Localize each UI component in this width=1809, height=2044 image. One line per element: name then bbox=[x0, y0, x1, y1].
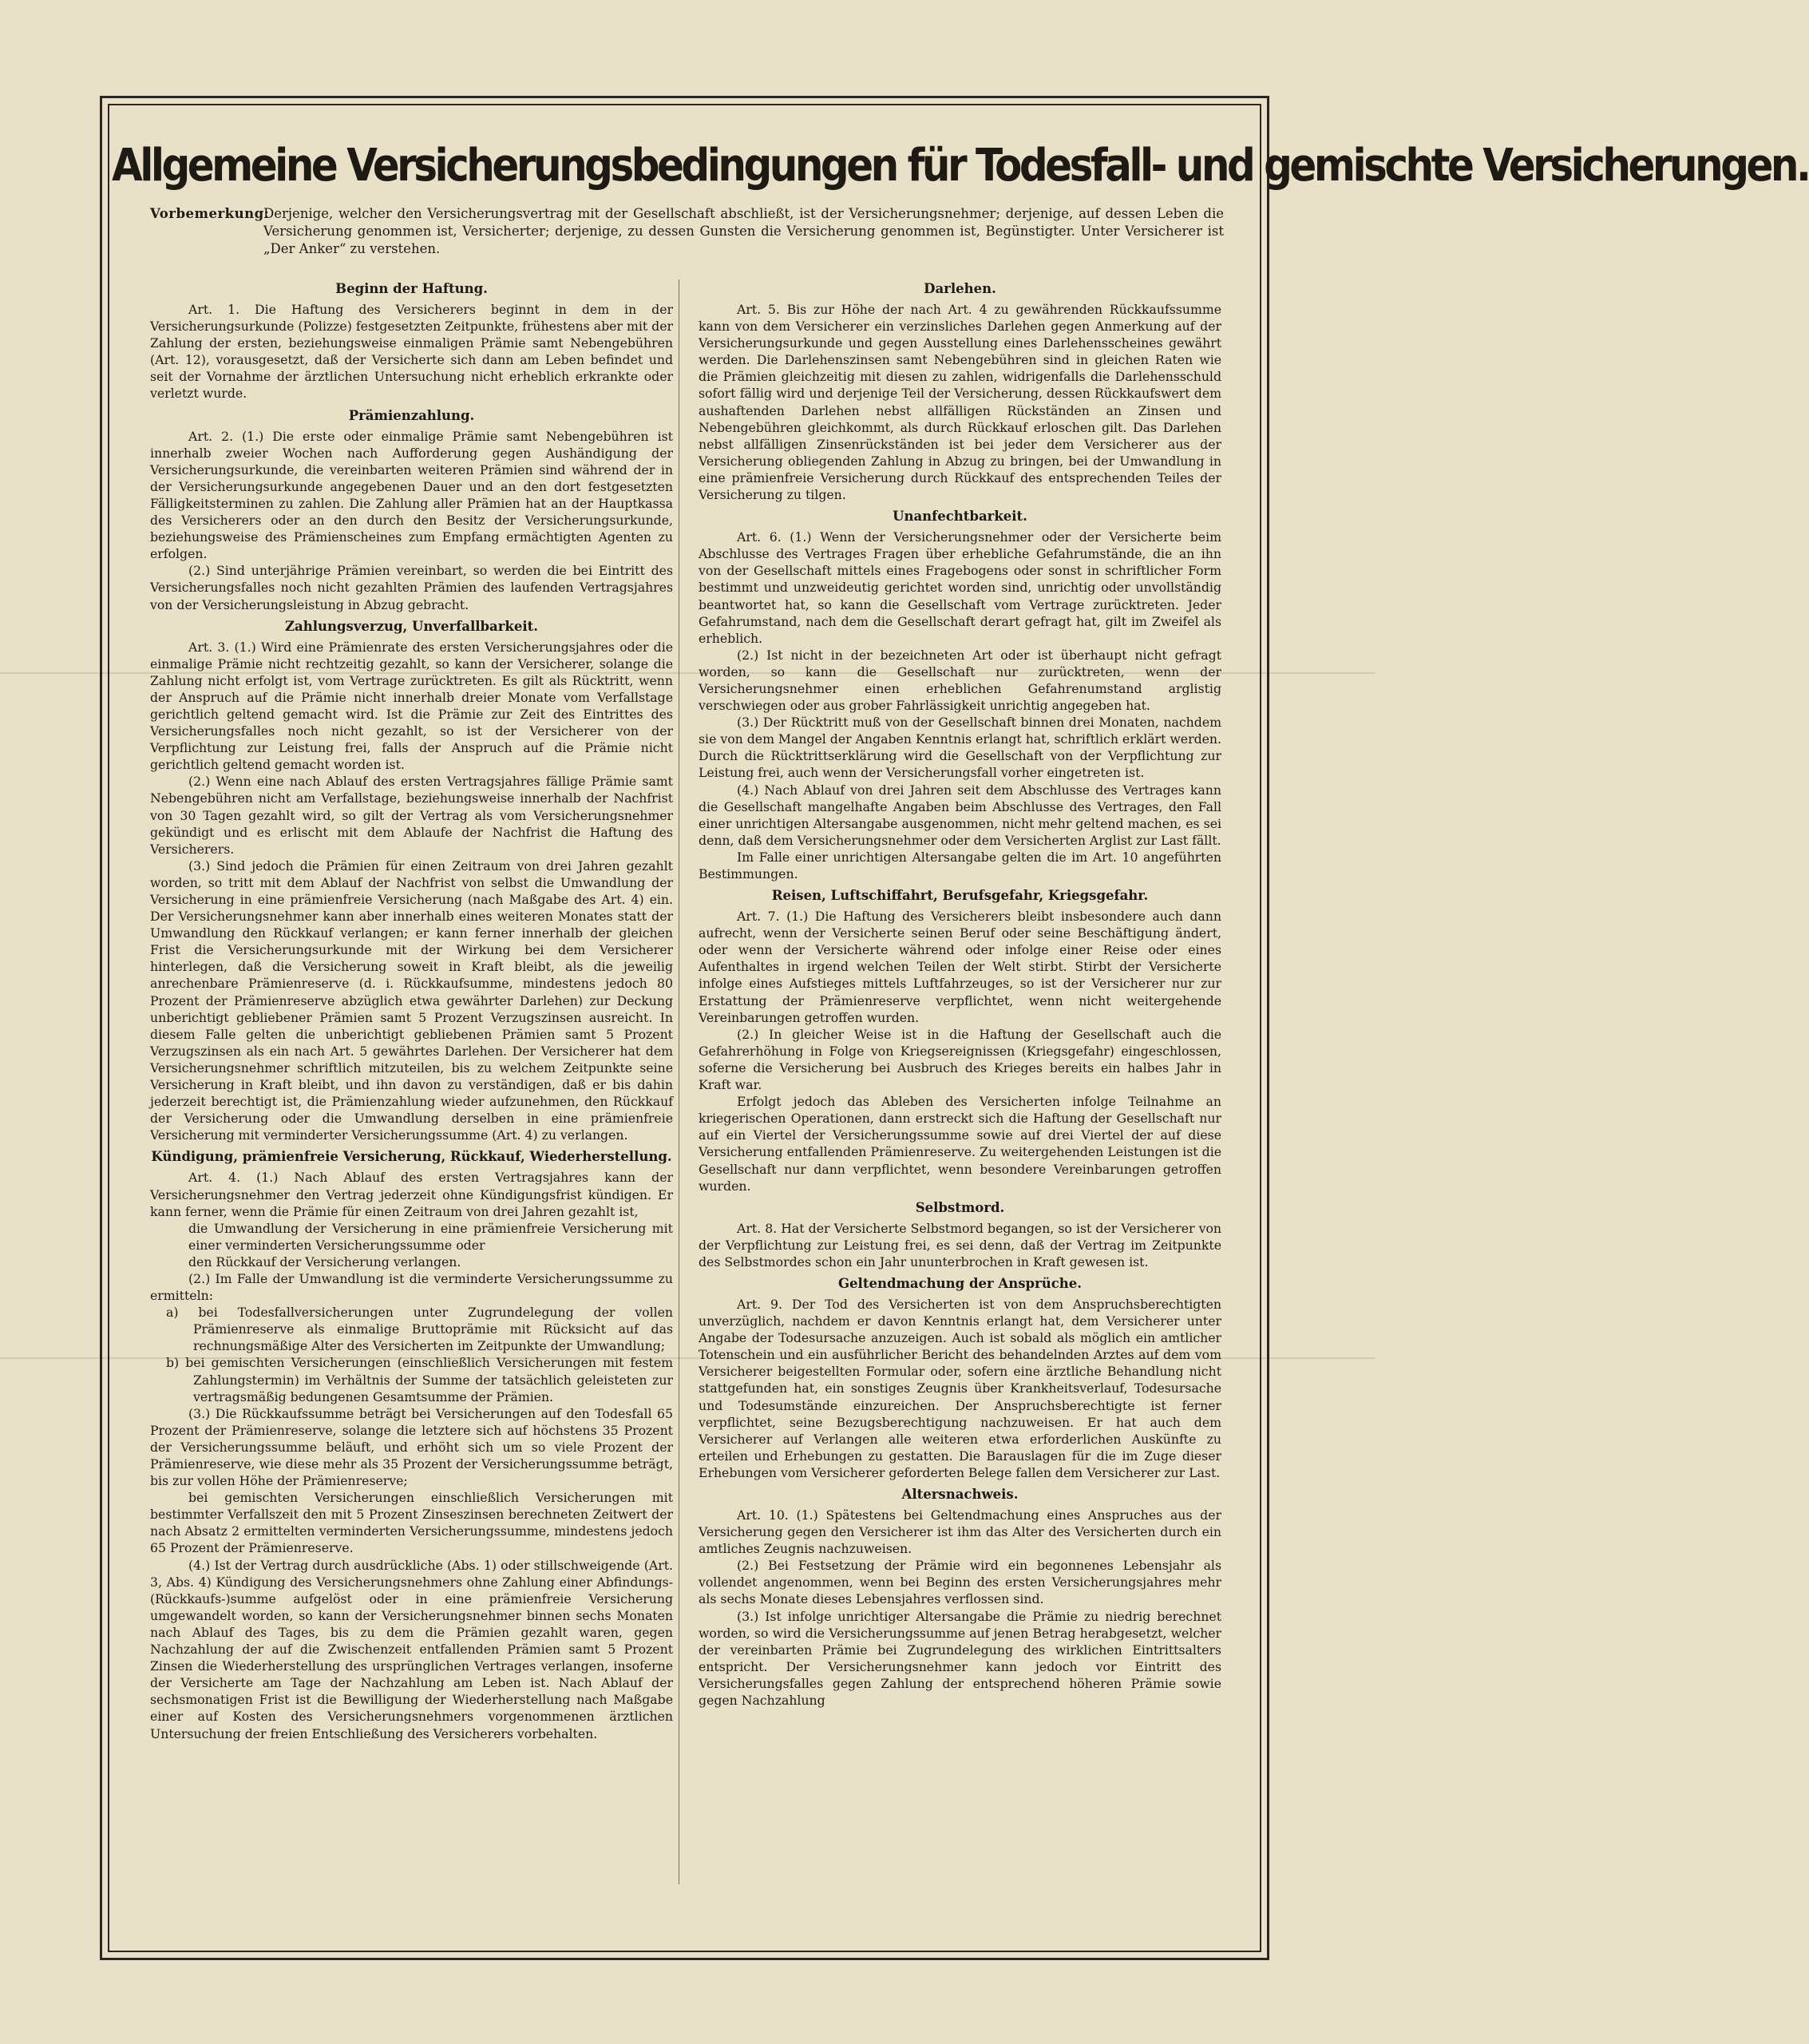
preliminary-note-text: Derjenige, welcher den Versicherungsvertrag mit der Gesellschaft abschließt, ist der Versicherungsnehmer; derjenige, auf dessen Leben die Versicherung genommen ist, Versicherter; derjenige, zu dessen Gunsten die Versicherung genommen ist, Begünstigter. Unter Versicherer ist „Der Anker“ zu verstehen. bbox=[263, 206, 1224, 256]
article-paragraph: Art. 9. Der Tod des Versicherten ist von dem Anspruchsberechtigten unverzüglich, nachdem er davon Kenntnis erlangt hat, dem Versicherer unter Angabe der Todesursache anzuzeigen. Auch ist sobald als möglich ein amtlicher Totenschein und ein ausführlicher Bericht des behandelnden Arztes auf dem vom Versicherer beigestellten Formular oder, sofern eine ärztliche Behandlung nicht stattgefunden hat, ein sonstiges Zeugnis über Krankheitsverlauf, Todesursache und Todesumstände einzureichen. Der Anspruchsberechtigte ist ferner verpflichtet, seine Bezugsberechtigung nachzuweisen. Er hat auch dem Versicherer auf Verlangen alle weiteren etwa erforderlichen Auskünfte zu erteilen und Erhebungen zu gestatten. Die Barauslagen für die im Zuge dieser Erhebungen vom Versicherer geforderten Belege fallen dem Versicherer zur Last. bbox=[699, 1296, 1221, 1480]
article-paragraph: Art. 3. (1.) Wird eine Prämienrate des ersten Versicherungsjahres oder die einmalige Prämie nicht rechtzeitig gezahlt, so kann der Versicherer, solange die Zahlung nicht erfolgt ist, vom Vertrage zurücktreten. Es gilt als Rücktritt, wenn der Anspruch auf die Prämie nicht innerhalb dreier Monate vom Verfallstage gerichtlich geltend gemacht wird. Ist die Prämie zur Zeit des Eintrittes des Versicherungsfalles noch nicht gezahlt, so ist der Versicherer von der Verpflichtung zur Leistung frei, falls der Anspruch auf die Prämie nicht gerichtlich geltend gemacht worden ist. bbox=[150, 639, 673, 773]
enumeration-list bbox=[150, 1304, 673, 1405]
article-paragraph: Erfolgt jedoch das Ableben des Versicherten infolge Teilnahme an kriegerischen Operationen, dann erstreckt sich die Haftung der Gesellschaft nur auf ein Viertel der Versicherungssumme sowie auf drei Viertel der auf diese Versicherung entfallenden Prämienreserve. Zu weitergehenden Leistungen ist die Gesellschaft nur dann verpflichtet, wenn besondere Vereinbarungen getroffen wurden. bbox=[699, 1094, 1221, 1194]
article-paragraph: (3.) Ist infolge unrichtiger Altersangabe die Prämie zu niedrig berechnet worden, so wird die Versicherungssumme auf jenen Betrag herabgesetzt, welcher der vereinbarten Prämie bei Zugrundelegung des wirklichen Eintrittsalters entspricht. Der Versicherungsnehmer kann jedoch vor Eintritt des Versicherungsfalles gegen Zahlung der entsprechend höheren Prämie sowie gegen Nachzahlung bbox=[699, 1608, 1221, 1709]
section-heading: Altersnachweis. bbox=[901, 1487, 1019, 1502]
section-heading: Unanfechtbarkeit. bbox=[893, 509, 1027, 525]
section-heading: Prämienzahlung. bbox=[348, 407, 475, 423]
section-heading: Selbstmord. bbox=[915, 1199, 1005, 1215]
article-paragraph: Art. 10. (1.) Spätestens bei Geltendmachung eines Anspruches aus der Versicherung gegen den Versicherer ist ihm das Alter des Versicherten durch ein amtliches Zeugnis nachzuweisen. bbox=[699, 1507, 1221, 1557]
section-heading: Zahlungsverzug, Unverfallbarkeit. bbox=[285, 618, 538, 634]
article-paragraph: (3.) Der Rücktritt muß von der Gesellschaft binnen drei Monaten, nachdem sie von dem Mangel der Angaben Kenntnis erlangt hat, schriftlich erklärt werden. Durch die Rücktrittserklärung wird die Gesellschaft von der Verpflichtung zur Leistung frei, auch wenn der Versicherungsfall vorher eingetreten ist. bbox=[699, 715, 1221, 781]
article-paragraph: Art. 7. (1.) Die Haftung des Versicherers bleibt insbesondere auch dann aufrecht, wenn der Versicherte seinen Beruf oder seine Beschäftigung ändert, oder wenn der Versicherte während oder infolge einer Reise oder eines Aufenthaltes in irgend welchen Teilen der Welt stirbt. Stirbt der Versicherte infolge eines Aufstieges mittels Luftfahrzeuges, so ist der Versicherer nur zur Erstattung der Prämienreserve verpflichtet, wenn nicht weitergehende Vereinbarungen getroffen wurden. bbox=[699, 909, 1221, 1025]
section-heading: Beginn der Haftung. bbox=[335, 281, 488, 296]
article-paragraph: (3.) Sind jedoch die Prämien für einen Zeitraum von drei Jahren gezahlt worden, so tritt mit dem Ablauf der Nachfrist von selbst die Umwandlung der Versicherung in eine prämienfreie Versicherung (nach Maßgabe des Art. 4) ein. Der Versicherungsnehmer kann aber innerhalb eines weiteren Monates statt der Umwandlung den Rückkauf verlangen; er kann ferner innerhalb der gleichen Frist die Versicherungsurkunde mit der Wirkung bei dem Versicherer hinterlegen, daß die Versicherung soweit in Kraft bleibt, als die jeweilig anrechenbare Prämienreserve (d. i. Rückkaufsumme, mindestens jedoch 80 Prozent der Prämienreserve abzüglich etwa gewährter Darlehen) zur Deckung unberichtigt gebliebener Prämien samt 5 Prozent Verzugszinsen ausreicht. In diesem Falle gelten die unberichtigt gebliebenen Prämien samt 5 Prozent Verzugszinsen als ein nach Art. 5 gewährtes Darlehen. Der Versicherer hat dem Versicherungsnehmer schriftlich mitzuteilen, bis zu welchem Zeitpunkte seine Versicherung in Kraft bleibt, und ihn davon zu verständigen, daß er bis dahin jederzeit berechtigt ist, die Prämienzahlung wieder aufzunehmen, den Rückkauf der Versicherung oder die Umwandlung derselben in eine prämienfreie Versicherung mit verminderter Versicherungssumme (Art. 4) zu verlangen. bbox=[150, 858, 673, 1143]
article-subclause: die Umwandlung der Versicherung in eine prämienfreie Versicherung mit einer verminderten Versicherungssumme oder bbox=[188, 1220, 673, 1253]
article-paragraph: (2.) Wenn eine nach Ablauf des ersten Vertragsjahres fällige Prämie samt Nebengebühren nicht am Verfallstage, beziehungsweise innerhalb der Nachfrist von 30 Tagen gezahlt wird, so gilt der Vertrag als vom Versicherungsnehmer gekündigt und es erlischt mit dem Ablaufe der Nachfrist die Haftung des Versicherers. bbox=[150, 774, 673, 857]
document-title: Allgemeine Versicherungsbedingungen für Todesfall- und gemischte Versicherungen. bbox=[112, 139, 1809, 192]
article-paragraph: Art. 1. Die Haftung des Versicherers beginnt in dem in der Versicherungsurkunde (Polizze) festgesetzten Zeitpunkte, frühestens aber mit der Zahlung der ersten, beziehungsweise einmaligen Prämie samt Nebengebühren (Art. 12), vorausgesetzt, daß der Versicherte sich dann am Leben befindet und seit der Vornahme der ärztlichen Untersuchung nicht erheblich erkrankte oder verletzt wurde. bbox=[150, 302, 673, 402]
article-paragraph: Im Falle einer unrichtigen Altersangabe gelten die im Art. 10 angeführten Bestimmungen. bbox=[699, 849, 1221, 881]
article-paragraph: (4.) Nach Ablauf von drei Jahren seit dem Abschlusse des Vertrages kann die Gesellschaft mangelhafte Angaben beim Abschlusse des Vertrages, den Fall einer unrichtigen Altersangabe ausgenommen, nicht mehr geltend machen, es sei denn, daß dem Versicherungsnehmer oder dem Versicherten Arglist zur Last fällt. bbox=[699, 782, 1221, 848]
section-heading: Reisen, Luftschiffahrt, Berufsgefahr, Kriegsgefahr. bbox=[771, 888, 1149, 904]
article-paragraph: Art. 5. Bis zur Höhe der nach Art. 4 zu gewährenden Rückkaufssumme kann von dem Versicherer ein verzinsliches Darlehen gegen Anmerkung auf der Versicherungsurkunde und gegen Ausstellung eines Darlehensscheines gewährt werden. Die Darlehenszinsen samt Nebengebühren sind in gleichen Raten wie die Prämien gleichzeitig mit diesen zu zahlen, widrigenfalls die Darlehensschuld sofort fällig wird und derjenige Teil der Versicherung, dessen Rückkaufswert dem aushaftenden Darlehen nebst allfälligen Rückständen an Zinsen und Nebengebühren gleichkommt, als durch Rückkauf erloschen gilt. Das Darlehen nebst allfälligen Zinsenrückständen ist bei jeder dem Versicherer aus der Versicherung obliegenden Zahlung in Abzug zu bringen, bei der Umwandlung in eine prämienfreie Versicherung durch Rückkauf des entsprechenden Teiles der Versicherung zu tilgen. bbox=[699, 302, 1221, 503]
preliminary-note bbox=[150, 205, 1224, 258]
preliminary-note-label: Vorbemerkung: bbox=[150, 206, 270, 221]
list-item: a) bei Todesfallversicherungen unter Zugrundelegung der vollen Prämienreserve als einmalige Bruttoprämie mit Rücksicht auf das rechnungsmäßige Alter des Versicherten im Zeitpunkte der Umwandlung; bbox=[166, 1305, 673, 1354]
article-paragraph: (2.) Ist nicht in der bezeichneten Art oder ist überhaupt nicht gefragt worden, so kann die Gesellschaft nur zurücktreten, wenn der Versicherungsnehmer einen erheblichen Gefahrenumstand arglistig verschwiegen oder aus grober Fahrlässigkeit unrichtig angegeben hat. bbox=[699, 647, 1221, 714]
right-column bbox=[699, 275, 1221, 1709]
section-heading: Geltendmachung der Ansprüche. bbox=[837, 1275, 1083, 1291]
article-paragraph: (2.) Bei Festsetzung der Prämie wird ein begonnenes Lebensjahr als vollendet angenommen, wenn bei Beginn des ersten Versicherungsjahres mehr als sechs Monate dieses Lebensjahres verflossen sind. bbox=[699, 1558, 1221, 1607]
left-column bbox=[150, 275, 673, 1742]
article-paragraph: Art. 8. Hat der Versicherte Selbstmord begangen, so ist der Versicherer von der Verpflichtung zur Leistung frei, es sei denn, daß der Vertrag im Zeitpunkte des Selbstmordes schon ein Jahr ununterbrochen in Kraft gewesen ist. bbox=[699, 1220, 1221, 1270]
list-item: b) bei gemischten Versicherungen (einschließlich Versicherungen mit festem Zahlungstermin) im Verhältnis der Summe der tatsächlich geleisteten zur vertragsmäßig bedungenen Gesamtsumme der Prämien. bbox=[166, 1355, 673, 1404]
article-subclause: den Rückkauf der Versicherung verlangen. bbox=[188, 1254, 461, 1270]
article-paragraph: Art. 6. (1.) Wenn der Versicherungsnehmer oder der Versicherte beim Abschlusse des Vertrages Fragen über erhebliche Gefahrumstände, die an ihn von der Gesellschaft mittels eines Fragebogens oder sonst in schriftlicher Form bestimmt und unzweideutig gerichtet worden sind, unrichtig oder unvollständig beantwortet hat, so kann die Gesellschaft vom Vertrage zurücktreten. Jeder Gefahrumstand, nach dem die Gesellschaft derart gefragt hat, gilt im Zweifel als erheblich. bbox=[699, 529, 1221, 646]
article-paragraph: (3.) Die Rückkaufssumme beträgt bei Versicherungen auf den Todesfall 65 Prozent der Prämienreserve, solange die letztere sich auf höchstens 35 Prozent der Versicherungssumme beläuft, und erhöht sich um so viele Prozent der Prämienreserve, wie diese mehr als 35 Prozent der Versicherungssumme beträgt, bis zur vollen Höhe der Prämienreserve; bbox=[150, 1405, 673, 1489]
article-paragraph: (2.) In gleicher Weise ist in die Haftung der Gesellschaft auch die Gefahrerhöhung in Folge von Kriegsereignissen (Kriegsgefahr) eingeschlossen, soferne die Versicherung bei Ausbruch des Krieges bereits ein halbes Jahr in Kraft war. bbox=[699, 1026, 1221, 1093]
section-heading: Kündigung, prämienfreie Versicherung, Rückkauf, Wiederherstellung. bbox=[151, 1149, 672, 1165]
article-paragraph: (2.) Sind unterjährige Prämien vereinbart, so werden die bei Eintritt des Versicherungsfalles noch nicht gezahlten Prämien des laufenden Vertragsjahres von der Versicherungsleistung in Abzug gebracht. bbox=[150, 563, 673, 612]
article-paragraph: (4.) Ist der Vertrag durch ausdrückliche (Abs. 1) oder stillschweigende (Art. 3, Abs. 4) Kündigung des Versicherungsnehmers ohne Zahlung einer Abfindungs-(Rückkaufs-)summe aufgelöst oder in eine prämienfreie Versicherung umgewandelt worden, so kann der Versicherungsnehmer binnen sechs Monaten nach Ablauf des Tages, bis zu dem die Prämien gezahlt waren, gegen Nachzahlung der auf die Zwischenzeit entfallenden Prämien samt 5 Prozent Zinsen die Wiederherstellung des ursprünglichen Vertrages verlangen, insoferne der Versicherte am Tage der Nachzahlung am Leben ist. Nach Ablauf der sechsmonatigen Frist ist die Bewilligung der Wiederherstellung nach Maßgabe einer auf Kosten des Versicherungsnehmers vorgenommenen ärztlichen Untersuchung der freien Entschließung des Versicherers vorbehalten. bbox=[150, 1557, 673, 1741]
article-paragraph: Art. 4. (1.) Nach Ablauf des ersten Vertragsjahres kann der Versicherungsnehmer den Vertrag jederzeit ohne Kündigungsfrist kündigen. Er kann ferner, wenn die Prämie für einen Zeitraum von drei Jahren gezahlt ist, bbox=[150, 1170, 673, 1219]
section-heading: Darlehen. bbox=[924, 281, 996, 296]
article-paragraph: Art. 2. (1.) Die erste oder einmalige Prämie samt Nebengebühren ist innerhalb zweier Wochen nach Aufforderung gegen Aushändigung der Versicherungsurkunde, die vereinbarten weiteren Prämien sind während der in der Versicherungsurkunde angegebenen Dauer und an den dort festgesetzten Fälligkeitsterminen zu zahlen. Die Zahlung aller Prämien hat an der Hauptkassa des Versicherers oder an den durch den Besitz der Versicherungsurkunde, beziehungsweise des Prämienscheines zum Empfang ermächtigten Agenten zu erfolgen. bbox=[150, 428, 673, 562]
article-paragraph: bei gemischten Versicherungen einschließlich Versicherungen mit bestimmter Verfallszeit den mit 5 Prozent Zinseszinsen berechneten Zeitwert der nach Absatz 2 ermittelten verminderten Versicherungssumme, mindestens jedoch 65 Prozent der Prämienreserve. bbox=[150, 1490, 673, 1556]
article-paragraph: (2.) Im Falle der Umwandlung ist die verminderte Versicherungssumme zu ermitteln: bbox=[150, 1270, 673, 1304]
